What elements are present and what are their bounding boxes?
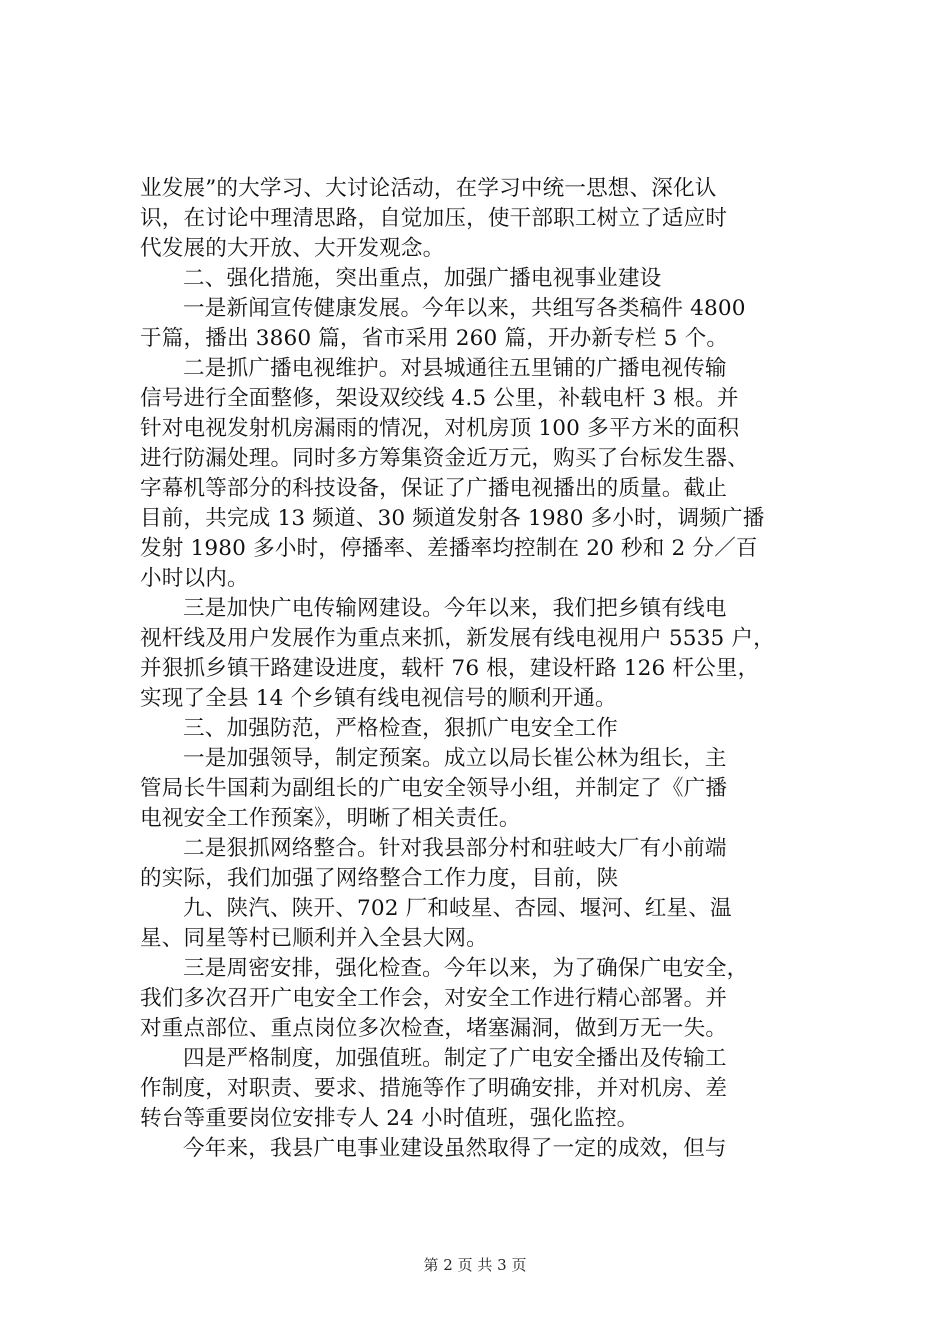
page-number: 第 2 页 共 3 页 [423, 1256, 527, 1274]
text-line: 代发展的大开放、大开发观念。 [140, 236, 445, 261]
text-line: 一是新闻宣传健康发展。今年以来，共组写各类稿件 4800 [183, 296, 746, 321]
section-heading: 二、强化措施，突出重点，加强广播电视事业建设 [183, 266, 662, 291]
text-line: 对重点部位、重点岗位多次检查，堵塞漏洞，做到万无一失。 [140, 1016, 728, 1041]
text-line: 二是狠抓网络整合。针对我县部分村和驻岐大厂有小前端 [183, 836, 727, 861]
text-line: 转台等重要岗位安排专人 24 小时值班，强化监控。 [140, 1106, 639, 1131]
text-line: 针对电视发射机房漏雨的情况，对机房顶 100 多平方米的面积 [140, 416, 740, 441]
text-line: 三是周密安排，强化检查。今年以来，为了确保广电安全， [183, 956, 749, 981]
text-line: 识，在讨论中理清思路，自觉加压，使干部职工树立了适应时 [140, 206, 728, 231]
text-line: 目前，共完成 13 频道、30 频道发射各 1980 多小时，调频广播 [140, 506, 765, 531]
page-footer [0, 1255, 950, 1275]
text-line: 三是加快广电传输网建设。今年以来，我们把乡镇有线电 [183, 596, 727, 621]
text-line: 管局长牛国莉为副组长的广电安全领导小组，并制定了《广播 [140, 776, 728, 801]
text-line: 星、同星等村已顺利并入全县大网。 [140, 926, 488, 951]
text-line: 小时以内。 [140, 566, 249, 591]
text-line: 发射 1980 多小时，停播率、差播率均控制在 20 秒和 2 分／百 [140, 536, 758, 561]
text-line: 并狠抓乡镇干路建设进度，载杆 76 根，建设杆路 126 杆公里， [140, 656, 760, 681]
text-line: 四是严格制度，加强值班。制定了广电安全播出及传输工 [183, 1046, 727, 1071]
text-line: 的实际，我们加强了网络整合工作力度，目前，陕 [140, 866, 619, 891]
text-line: 信号进行全面整修，架设双绞线 4.5 公里，补载电杆 3 根。并 [140, 386, 739, 411]
text-line: 于篇，播出 3860 篇，省市采用 260 篇，开办新专栏 5 个。 [140, 326, 729, 351]
text-line: 作制度，对职责、要求、措施等作了明确安排，并对机房、差 [140, 1076, 728, 1101]
text-line: 业发展”的大学习、大讨论活动，在学习中统一思想、深化认 [140, 176, 717, 201]
text-line: 二是抓广播电视维护。对县城通往五里铺的广播电视传输 [183, 356, 727, 381]
text-line: 视杆线及用户发展作为重点来抓，新发展有线电视用户 5535 户， [140, 626, 775, 651]
section-heading: 三、加强防范，严格检查，狠抓广电安全工作 [183, 716, 618, 741]
text-line: 字幕机等部分的科技设备，保证了广播电视播出的质量。截止 [140, 476, 728, 501]
text-line: 九、陕汽、陕开、702 厂和岐星、杏园、堰河、红星、温 [183, 896, 732, 921]
text-line: 一是加强领导，制定预案。成立以局长崔公林为组长，主 [183, 746, 727, 771]
text-line: 进行防漏处理。同时多方筹集资金近万元，购买了台标发生器、 [140, 446, 749, 471]
text-line: 电视安全工作预案》，明晰了相关责任。 [140, 806, 521, 831]
text-line: 我们多次召开广电安全工作会，对安全工作进行精心部署。并 [140, 986, 728, 1011]
text-line: 实现了全县 14 个乡镇有线电视信号的顺利开通。 [140, 686, 617, 711]
text-line: 今年来，我县广电事业建设虽然取得了一定的成效，但与 [183, 1136, 727, 1161]
